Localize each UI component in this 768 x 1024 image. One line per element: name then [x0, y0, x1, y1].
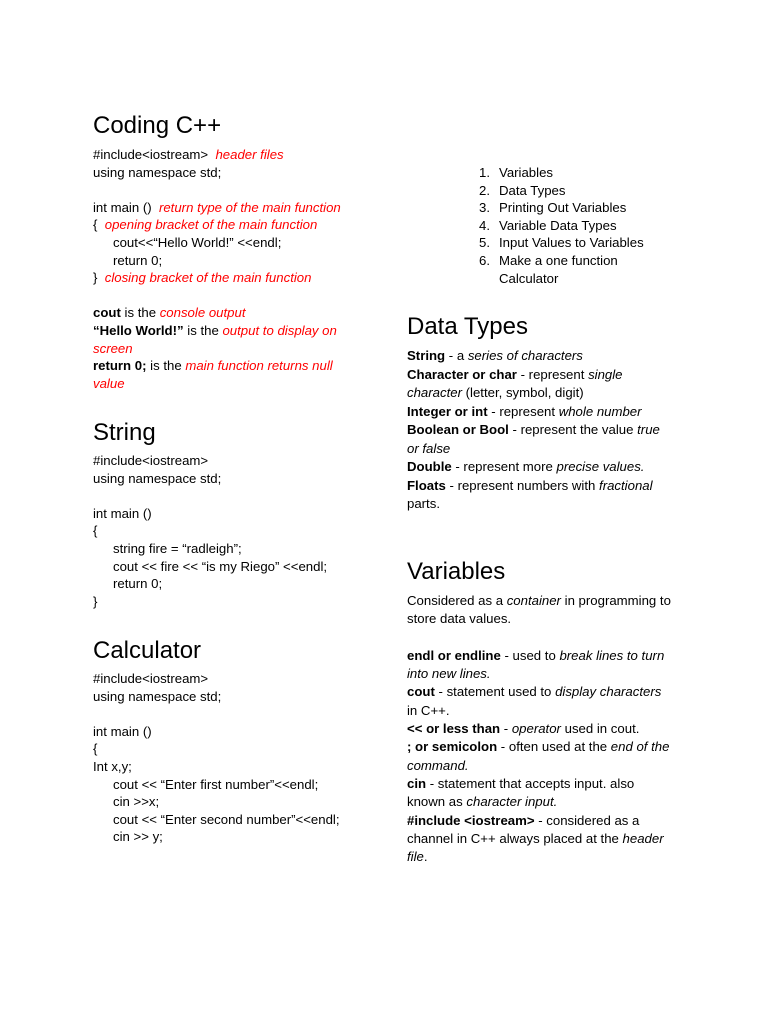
code-line: } closing bracket of the main function	[93, 270, 312, 286]
code-line: using namespace std;	[93, 688, 222, 704]
def-int: Integer or int - represent whole number	[407, 403, 642, 419]
explanation-hello: “Hello World!” is the output to display on screen	[93, 322, 337, 356]
code-line: using namespace std;	[93, 470, 222, 486]
table-of-contents	[467, 164, 682, 287]
annotation: closing bracket of the main function	[104, 270, 312, 286]
def-cout: cout - statement used to display characters in C++.	[407, 684, 662, 718]
def-less-than: << or less than - operator used in cout.	[407, 721, 640, 737]
def-bool: Boolean or Bool - represent the value true or false	[407, 422, 660, 456]
def-include: #include <iostream> - considered as a channel in C++ always placed at the header file.	[407, 812, 664, 865]
annotation: return type of the main function	[158, 199, 341, 215]
code-line: }	[93, 593, 98, 609]
coding-title: Coding C++	[93, 112, 222, 139]
code-line: cout << fire << “is my Riego” <<endl;	[113, 558, 328, 574]
annotation: header files	[215, 147, 284, 162]
code-line: {	[93, 741, 98, 757]
list-item: 3. Printing Out Variables	[479, 200, 627, 216]
code-line: #include<iostream>	[93, 671, 209, 686]
coding-code-block	[93, 146, 383, 392]
variables-intro: Considered as a container in programming to store data values.	[407, 593, 671, 627]
def-float: Floats - represent numbers with fractional parts.	[407, 477, 653, 511]
code-line: cin >>x;	[113, 794, 160, 810]
code-line: return 0;	[113, 576, 163, 592]
def-char: Character or char - represent single character (letter, symbol, digit)	[407, 366, 623, 400]
calculator-title: Calculator	[93, 637, 202, 664]
code-line: cin >> y;	[113, 829, 163, 845]
list-item: 6. Make a one function Calculator	[479, 252, 618, 286]
def-semicolon: ; or semicolon - often used at the end of the command.	[407, 739, 670, 773]
variables-block	[407, 592, 675, 866]
string-code-block	[93, 452, 327, 610]
code-line: #include<iostream> header files	[93, 147, 284, 162]
list-item: 2. Data Types	[479, 182, 566, 198]
calculator-code-block	[93, 670, 340, 846]
def-double: Double - represent more precise values.	[407, 459, 645, 474]
string-title: String	[93, 419, 156, 446]
code-line: using namespace std;	[93, 164, 222, 180]
code-line: int main ()	[93, 723, 152, 739]
code-line: return 0;	[113, 252, 163, 268]
def-string: String - a series of characters	[407, 348, 583, 363]
code-line: cout << “Enter first number”<<endl;	[113, 776, 319, 792]
code-line: cout<<“Hello World!” <<endl;	[113, 234, 282, 250]
explanation-cout: cout is the console output	[93, 305, 246, 321]
datatypes-block	[407, 347, 675, 514]
explanation-return: return 0; is the main function returns null value	[93, 358, 333, 391]
code-line: int main ()	[93, 505, 152, 521]
def-endl: endl or endline - used to break lines to turn into new lines.	[407, 647, 665, 682]
list-item: 4. Variable Data Types	[479, 217, 617, 233]
datatypes-title: Data Types	[407, 313, 528, 340]
code-line: Int x,y;	[93, 758, 132, 774]
code-line: int main () return type of the main function	[93, 199, 341, 215]
annotation: opening bracket of the main function	[104, 217, 318, 233]
list-item: 1. Variables	[479, 165, 553, 180]
code-line: string fire = “radleigh”;	[113, 540, 242, 556]
code-line: #include<iostream>	[93, 453, 209, 468]
def-cin: cin - statement that accepts input. also known as character input.	[407, 775, 635, 810]
list-item: 5. Input Values to Variables	[479, 235, 644, 251]
variables-title: Variables	[407, 558, 506, 585]
code-line: { opening bracket of the main function	[93, 217, 318, 233]
code-line: cout << “Enter second number”<<endl;	[113, 811, 340, 827]
code-line: {	[93, 523, 98, 539]
